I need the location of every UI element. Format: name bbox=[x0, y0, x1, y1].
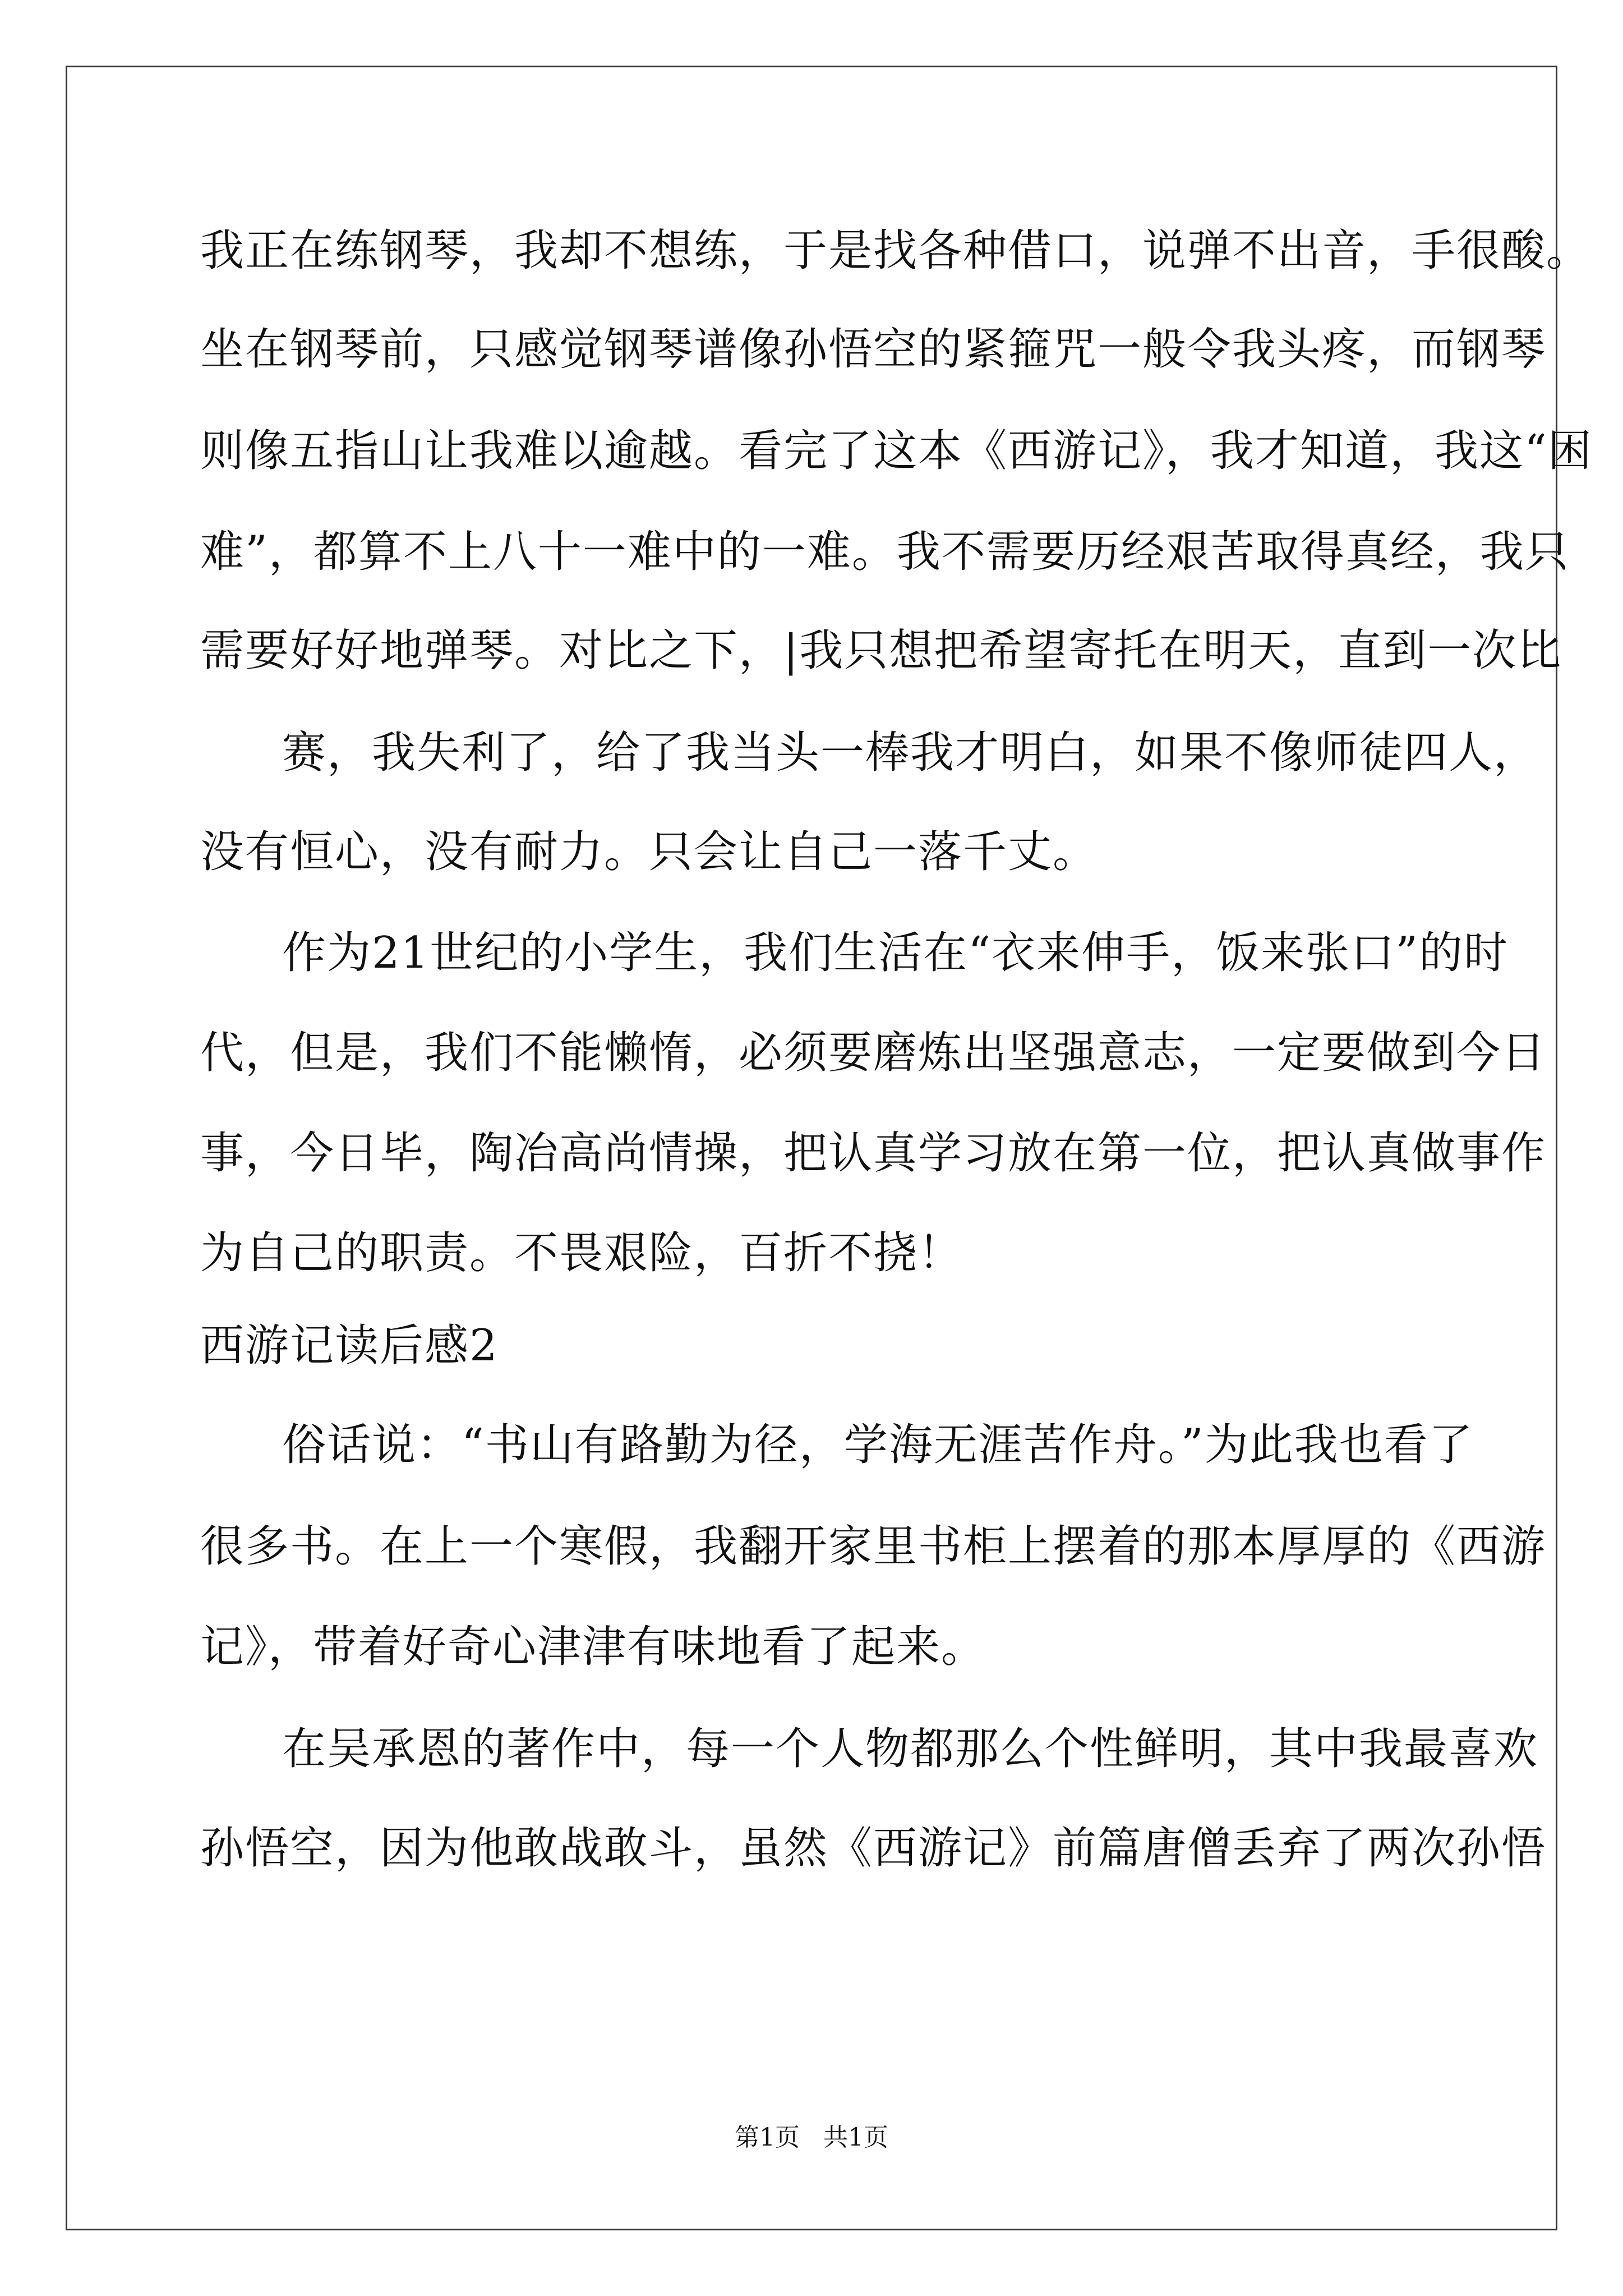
body-text-line: 代，但是，我们不能懒惰，必须要磨炼出坚强意志，一定要做到今日 bbox=[200, 1028, 1547, 1078]
body-text-line: 作为21世纪的小学生，我们生活在“衣来伸手，饭来张口”的时 bbox=[282, 928, 1509, 978]
body-text-line: 在吴承恩的著作中，每一个人物都那么个性鲜明，其中我最喜欢 bbox=[282, 1724, 1539, 1774]
body-text-line: 记》，带着好奇心津津有味地看了起来。 bbox=[200, 1622, 986, 1672]
body-text-line: 俗话说：“书山有路勤为径，学海无涯苦作舟。”为此我也看了 bbox=[282, 1420, 1474, 1470]
section-title: 西游记读后感2 bbox=[200, 1320, 499, 1371]
body-text-line: 孙悟空，因为他敢战敢斗，虽然《西游记》前篇唐僧丢弃了两次孙悟 bbox=[200, 1823, 1547, 1874]
body-text-line: 没有恒心，没有耐力。只会让自己一落千丈。 bbox=[200, 827, 1098, 877]
page-number-footer: 第1页 共1页 bbox=[735, 2123, 888, 2152]
body-text-line: 需要好好地弹琴。对比之下，|我只想把希望寄托在明天，直到一次比 bbox=[200, 625, 1562, 676]
body-text-line: 坐在钢琴前，只感觉钢琴谱像孙悟空的紧箍咒一般令我头疼，而钢琴 bbox=[200, 324, 1547, 375]
body-text-line: 我正在练钢琴，我却不想练，于是找各种借口，说弹不出音，手很酸。 bbox=[200, 226, 1592, 276]
body-text-line: 为自己的职责。不畏艰险，百折不挠！ bbox=[200, 1228, 963, 1278]
body-text-line: 则像五指山让我难以逾越。看完了这本《西游记》，我才知道，我这“困 bbox=[200, 426, 1593, 476]
body-text-line: 事，今日毕，陶冶高尚情操，把认真学习放在第一位，把认真做事作 bbox=[200, 1128, 1547, 1179]
body-text-line: 很多书。在上一个寒假，我翻开家里书柜上摆着的那本厚厚的《西游 bbox=[200, 1521, 1547, 1572]
body-text-line: 赛，我失利了，给了我当头一棒我才明白，如果不像师徒四人， bbox=[282, 728, 1539, 778]
body-text-line: 难”，都算不上八十一难中的一难。我不需要历经艰苦取得真经，我只 bbox=[200, 527, 1570, 577]
